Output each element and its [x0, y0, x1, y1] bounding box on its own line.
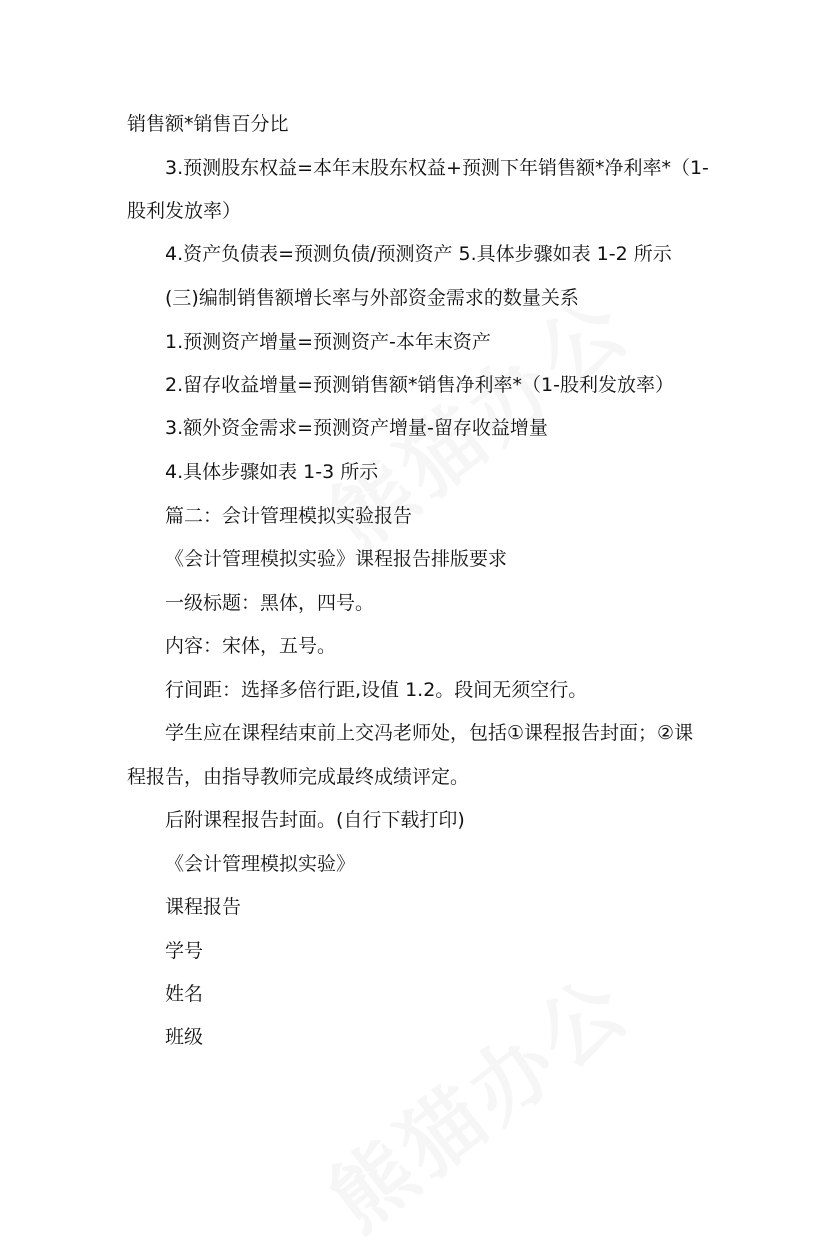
paragraph-line: 一级标题：黑体，四号。 — [165, 592, 375, 614]
paragraph-line: 2.留存收益增量=预测销售额*销售净利率*（1-股利发放率） — [165, 374, 674, 396]
paragraph-line: 内容：宋体，五号。 — [165, 635, 337, 657]
paragraph-line: 后附课程报告封面。(自行下载打印) — [165, 809, 465, 831]
cover-field-student-id: 学号 — [165, 940, 204, 962]
cover-field-name: 姓名 — [165, 983, 204, 1005]
paragraph-line: 4.具体步骤如表 1-3 所示 — [165, 461, 379, 483]
watermark — [301, 944, 650, 1253]
paragraph-line: 股利发放率） — [127, 200, 242, 222]
cover-title: 《会计管理模拟实验》 — [165, 853, 356, 875]
section-heading: 篇二：会计管理模拟实验报告 — [165, 505, 413, 527]
paragraph-line: 学生应在课程结束前上交冯老师处，包括①课程报告封面；②课 — [165, 722, 694, 744]
paragraph-line: 3.额外资金需求=预测资产增量-留存收益增量 — [165, 417, 548, 439]
paragraph-line: 4.资产负债表=预测负债/预测资产 5.具体步骤如表 1-2 所示 — [165, 243, 672, 265]
paragraph-line: 1.预测资产增量=预测资产-本年末资产 — [165, 331, 491, 353]
paragraph-line: 行间距：选择多倍行距,设值 1.2。段间无须空行。 — [165, 679, 588, 701]
paragraph-line: 销售额*销售百分比 — [127, 113, 289, 135]
cover-subtitle: 课程报告 — [165, 896, 242, 918]
paragraph-line: 程报告，由指导教师完成最终成绩评定。 — [127, 766, 470, 788]
paragraph-line: 3.预测股东权益=本年末股东权益+预测下年销售额*净利率*（1- — [165, 157, 709, 179]
paragraph-line: 《会计管理模拟实验》课程报告排版要求 — [165, 548, 508, 570]
cover-field-class: 班级 — [165, 1026, 204, 1048]
paragraph-line: (三)编制销售额增长率与外部资金需求的数量关系 — [165, 287, 579, 309]
